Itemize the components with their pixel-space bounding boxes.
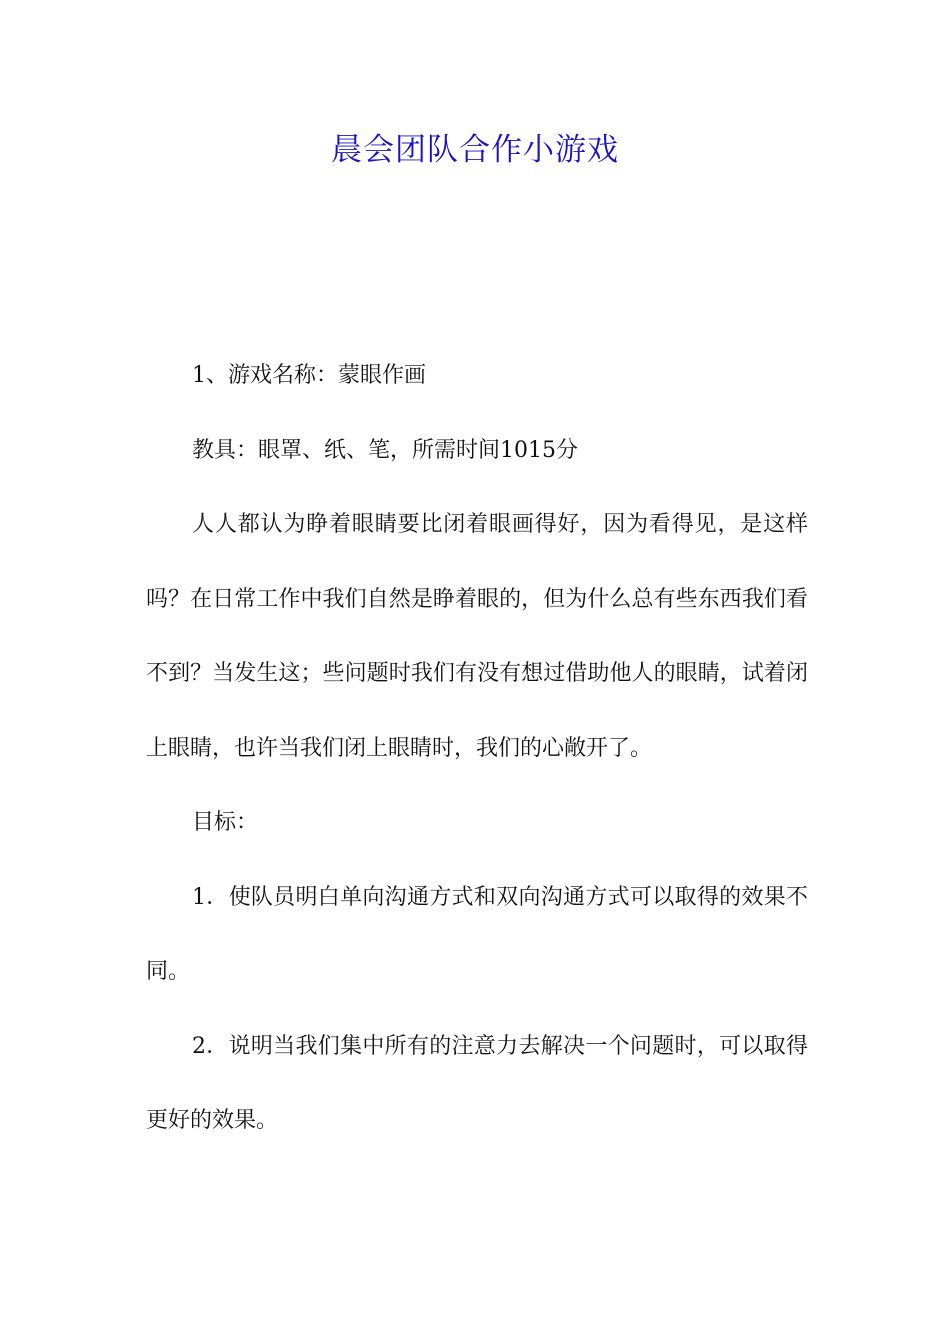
paragraph-goal-1: 1．使队员明白单向沟通方式和双向沟通方式可以取得的效果不同。 [146, 884, 808, 984]
paragraph-goal-2: 2．说明当我们集中所有的注意力去解决一个问题时，可以取得更好的效果。 [146, 1033, 808, 1133]
paragraph-goals-heading: 目标： [192, 810, 259, 835]
paragraph-introduction: 人人都认为睁着眼睛要比闭着眼画得好，因为看得见，是这样吗？在日常工作中我们自然是睁着眼的，但为什么总有些东西我们看不到？当发生这；些问题时我们有没有想过借助他人的眼睛，试着闭上眼睛，也许当我们闭上眼睛时，我们的心敞开了。 [146, 512, 808, 761]
document-title: 晨会团队合作小游戏 [331, 132, 619, 168]
paragraph-game-name: 1、游戏名称：蒙眼作画 [192, 363, 426, 388]
paragraph-materials: 教具：眼罩、纸、笔，所需时间1015分 [192, 437, 578, 463]
document-body [146, 339, 808, 1159]
